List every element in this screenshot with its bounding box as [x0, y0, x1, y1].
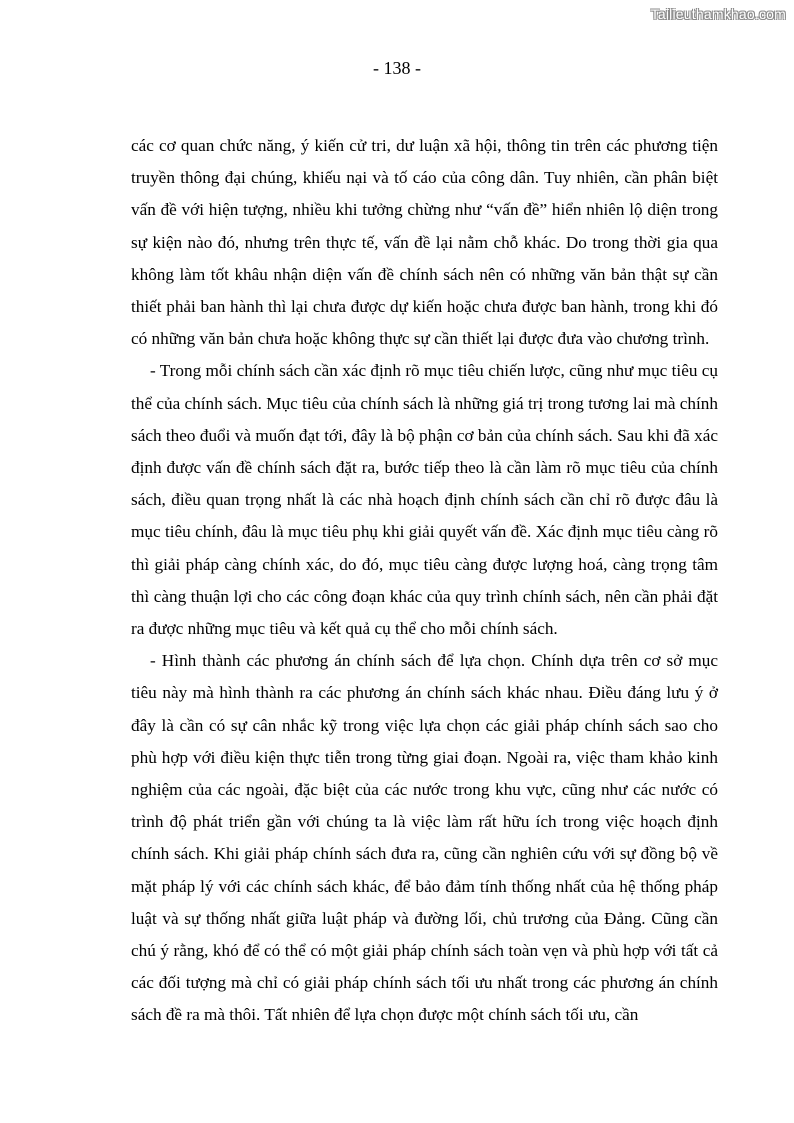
watermark: Tailieuthamkhao.com [650, 6, 786, 22]
paragraph-continuation: các cơ quan chức năng, ý kiến cử tri, dư luận xã hội, thông tin trên các phương tiện truyền thông đại chúng, khiếu nại và tố cáo của công dân. Tuy nhiên, cần phân biệt vấn đề với hiện tượng, nhiều khi tưởng chừng như “vấn đề” hiển nhiên lộ diện trong sự kiện nào đó, nhưng trên thực tế, vấn đề lại nằm chỗ khác. Do trong thời gia qua không làm tốt khâu nhận diện vấn đề chính sách nên có những văn bản thật sự cần thiết phải ban hành thì lại chưa được dự kiến hoặc chưa được ban hành, trong khi đó có những văn bản chưa hoặc không thực sự cần thiết lại được đưa vào chương trình. [131, 136, 718, 349]
paragraph-policy-options: - Hình thành các phương án chính sách để lựa chọn. Chính dựa trên cơ sở mục tiêu này mà hình thành ra các phương án chính sách khác nhau. Điều đáng lưu ý ở đây là cần có sự cân nhắc kỹ trong việc lựa chọn các giải pháp chính sách sao cho phù hợp với điều kiện thực tiễn trong từng giai đoạn. Ngoài ra, việc tham khảo kinh nghiệm của các ngoài, đặc biệt của các nước trong khu vực, cũng như các nước có trình độ phát triển gần với chúng ta là việc làm rất hữu ích trong việc hoạch định chính sách. Khi giải pháp chính sách đưa ra, cũng cần nghiên cứu với sự đồng bộ về mặt pháp lý với các chính sách khác, để bảo đảm tính thống nhất của hệ thống pháp luật và sự thống nhất giữa luật pháp và đường lối, chủ trương của Đảng. Cũng cần chú ý rằng, khó để có thể có một giải pháp chính sách toàn vẹn và phù hợp với tất cả các đối tượng mà chỉ có giải pháp chính sách tối ưu nhất trong các phương án chính sách đề ra mà thôi. Tất nhiên để lựa chọn được một chính sách tối ưu, cần [131, 651, 718, 1025]
page-body [131, 130, 718, 1032]
page-number: - 138 - [373, 58, 421, 78]
paragraph-policy-objectives: - Trong mỗi chính sách cần xác định rõ mục tiêu chiến lược, cũng như mục tiêu cụ thể của chính sách. Mục tiêu của chính sách là những giá trị trong tương lai mà chính sách theo đuổi và muốn đạt tới, đây là bộ phận cơ bản của chính sách. Sau khi đã xác định được vấn đề chính sách đặt ra, bước tiếp theo là cần làm rõ mục tiêu của chính sách, điều quan trọng nhất là các nhà hoạch định chính sách cần chỉ rõ được đâu là mục tiêu chính, đâu là mục tiêu phụ khi giải quyết vấn đề. Xác định mục tiêu càng rõ thì giải pháp càng chính xác, do đó, mục tiêu càng được lượng hoá, càng trọng tâm thì càng thuận lợi cho các công đoạn khác của quy trình chính sách, nên cần phải đặt ra được những mục tiêu và kết quả cụ thể cho mỗi chính sách. [131, 361, 718, 639]
